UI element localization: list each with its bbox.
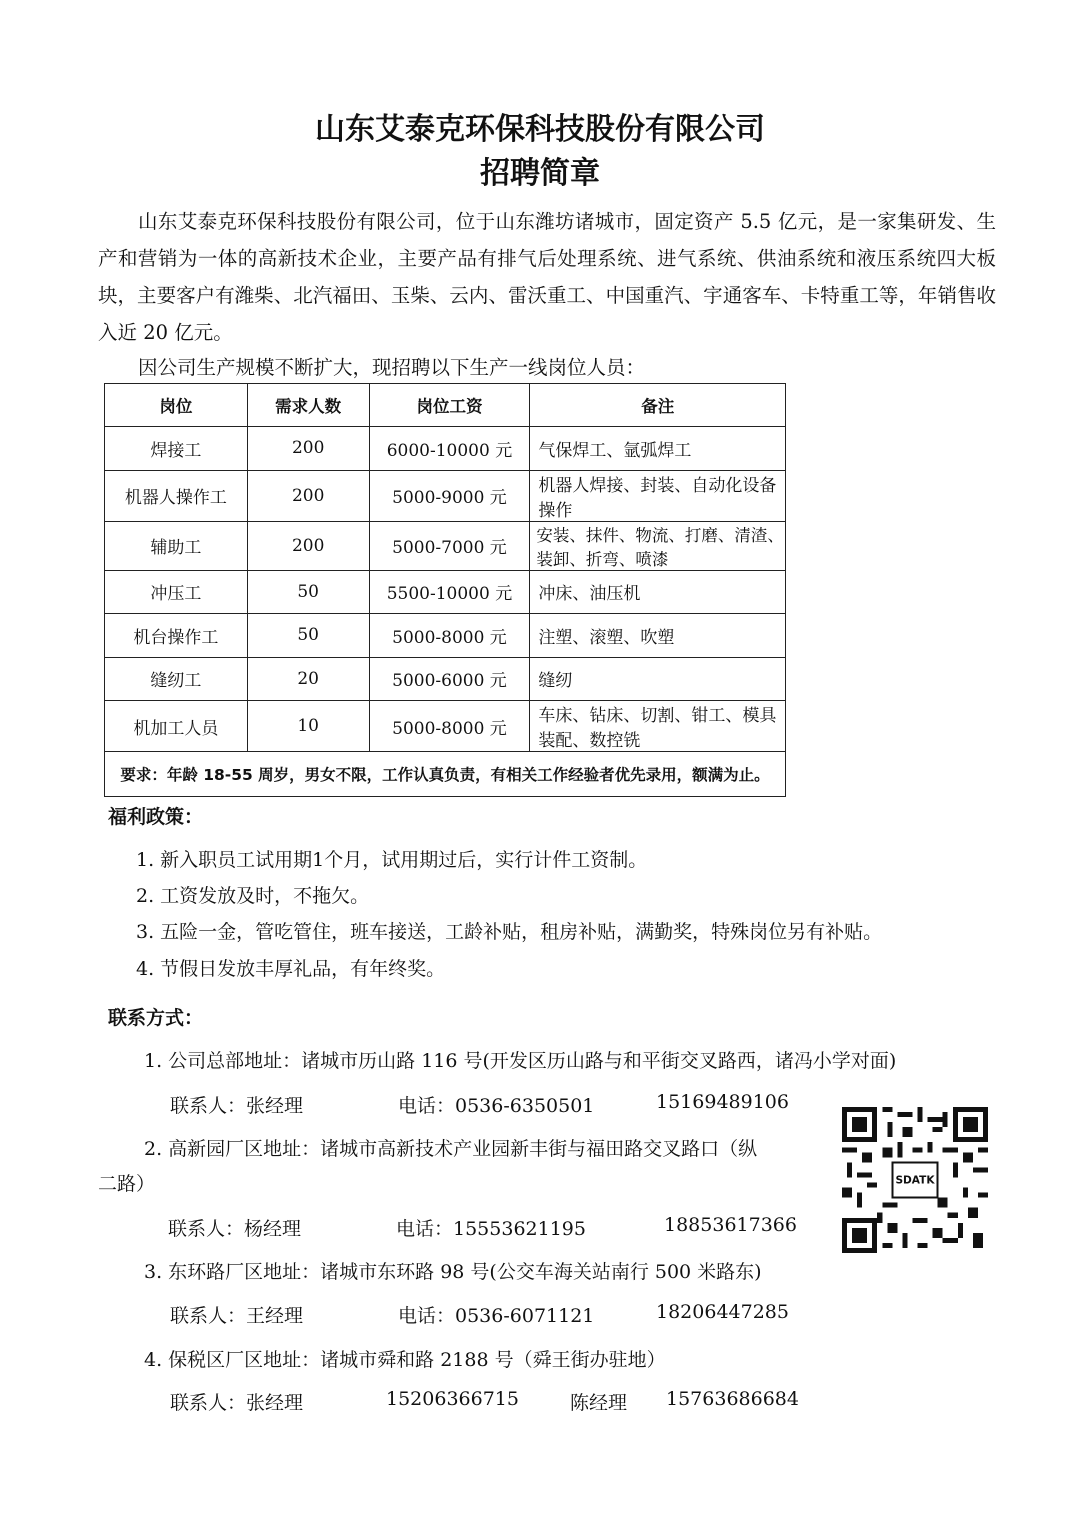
recruit-line: 因公司生产规模不断扩大，现招聘以下生产一线岗位人员： [138, 356, 646, 379]
qr-logo-text: SDATK [895, 1174, 935, 1187]
cell-position: 冲压工 [105, 570, 248, 614]
header-remarks: 备注 [530, 384, 786, 427]
table-row [105, 657, 786, 701]
contact-phone: 15206366715 [386, 1388, 519, 1410]
contact-phone: 电话：0536-6071121 [398, 1305, 595, 1327]
table-header-row [105, 384, 786, 427]
contact-person: 联系人：王经理 [170, 1305, 304, 1327]
cell-remarks: 机器人焊接、封装、自动化设备操作 [530, 470, 786, 521]
contact-person-2: 陈经理 [570, 1392, 628, 1414]
cell-remarks: 安装、抹件、物流、打磨、清渣、装卸、折弯、喷漆 [530, 521, 786, 570]
cell-salary: 5500-10000 元 [369, 570, 530, 614]
job-table [104, 383, 786, 797]
cell-salary: 5000-6000 元 [369, 657, 530, 701]
contact-mobile: 18206447285 [656, 1301, 789, 1323]
table-row [105, 614, 786, 658]
table-row [105, 570, 786, 614]
cell-position: 机器人操作工 [105, 470, 248, 521]
cell-count: 50 [247, 614, 369, 658]
contact-person: 联系人：张经理 [170, 1392, 304, 1414]
cell-position: 缝纫工 [105, 657, 248, 701]
benefits-heading: 福利政策： [108, 806, 204, 828]
cell-position: 机加工人员 [105, 701, 248, 752]
contacts-heading: 联系方式： [108, 1007, 204, 1029]
contact-mobile: 15169489106 [656, 1091, 789, 1113]
company-title: 山东艾泰克环保科技股份有限公司 [315, 112, 765, 147]
benefit-item: 1. 新入职员工试用期1个月，试用期过后，实行计件工资制。 [136, 849, 648, 871]
benefit-item: 2. 工资发放及时，不拖欠。 [136, 885, 370, 907]
site-address: 1. 公司总部地址：诸城市历山路 116 号(开发区历山路与和平街交叉路西，诸冯小学对面) [144, 1050, 897, 1072]
table-row [105, 427, 786, 471]
header-salary: 岗位工资 [369, 384, 530, 427]
contact-mobile: 18853617366 [664, 1214, 797, 1236]
site-address: 2. 高新园厂区地址：诸城市高新技术产业园新丰街与福田路交叉路口（纵 [144, 1138, 758, 1160]
contact-person: 联系人：杨经理 [168, 1218, 302, 1240]
table-row [105, 470, 786, 521]
cell-salary: 5000-9000 元 [369, 470, 530, 521]
header-position: 岗位 [105, 384, 248, 427]
cell-salary: 5000-8000 元 [369, 701, 530, 752]
contact-phone: 电话：15553621195 [396, 1218, 586, 1240]
cell-count: 50 [247, 570, 369, 614]
contact-person: 联系人：张经理 [170, 1095, 304, 1117]
cell-position: 焊接工 [105, 427, 248, 471]
requirement-row [105, 752, 786, 797]
cell-salary: 5000-7000 元 [369, 521, 530, 570]
contact-mobile: 15763686684 [666, 1388, 799, 1410]
cell-salary: 5000-8000 元 [369, 614, 530, 658]
table-row [105, 701, 786, 752]
cell-position: 辅助工 [105, 521, 248, 570]
table-row [105, 521, 786, 570]
cell-count: 200 [247, 427, 369, 471]
cell-position: 机台操作工 [105, 614, 248, 658]
qr-code-icon [842, 1107, 988, 1253]
site-address-cont: 二路） [98, 1173, 156, 1195]
cell-salary: 6000-10000 元 [369, 427, 530, 471]
cell-count: 200 [247, 470, 369, 521]
company-intro: 山东艾泰克环保科技股份有限公司，位于山东潍坊诸城市，固定资产 5.5 亿元，是一家集研发、生产和营销为一体的高新技术企业，主要产品有排气后处理系统、进气系统、供油系统和液压系统四大板块，主要客户有潍柴、北汽福田、玉柴、云内、雷沃重工、中国重汽、宇通客车、卡特重工等，年销售收入近 20 亿元。 [98, 210, 996, 344]
site-address: 4. 保税区厂区地址：诸城市舜和路 2188 号（舜王街办驻地） [144, 1349, 666, 1371]
cell-remarks: 缝纫 [530, 657, 786, 701]
page-subtitle: 招聘简章 [480, 156, 600, 191]
benefit-item: 3. 五险一金，管吃管住，班车接送，工龄补贴，租房补贴，满勤奖，特殊岗位另有补贴。 [136, 921, 883, 943]
cell-remarks: 车床、钻床、切割、钳工、模具装配、数控铣 [530, 701, 786, 752]
site-address: 3. 东环路厂区地址：诸城市东环路 98 号(公交车海关站南行 500 米路东) [144, 1261, 762, 1283]
cell-remarks: 注塑、滚塑、吹塑 [530, 614, 786, 658]
contact-phone: 电话：0536-6350501 [398, 1095, 595, 1117]
header-count: 需求人数 [247, 384, 369, 427]
cell-remarks: 冲床、油压机 [530, 570, 786, 614]
cell-count: 10 [247, 701, 369, 752]
cell-count: 200 [247, 521, 369, 570]
cell-count: 20 [247, 657, 369, 701]
requirement-text: 要求：年龄 18-55 周岁，男女不限，工作认真负责，有相关工作经验者优先录用，额满为止。 [105, 752, 786, 797]
cell-remarks: 气保焊工、氩弧焊工 [530, 427, 786, 471]
benefit-item: 4. 节假日发放丰厚礼品，有年终奖。 [136, 958, 446, 980]
